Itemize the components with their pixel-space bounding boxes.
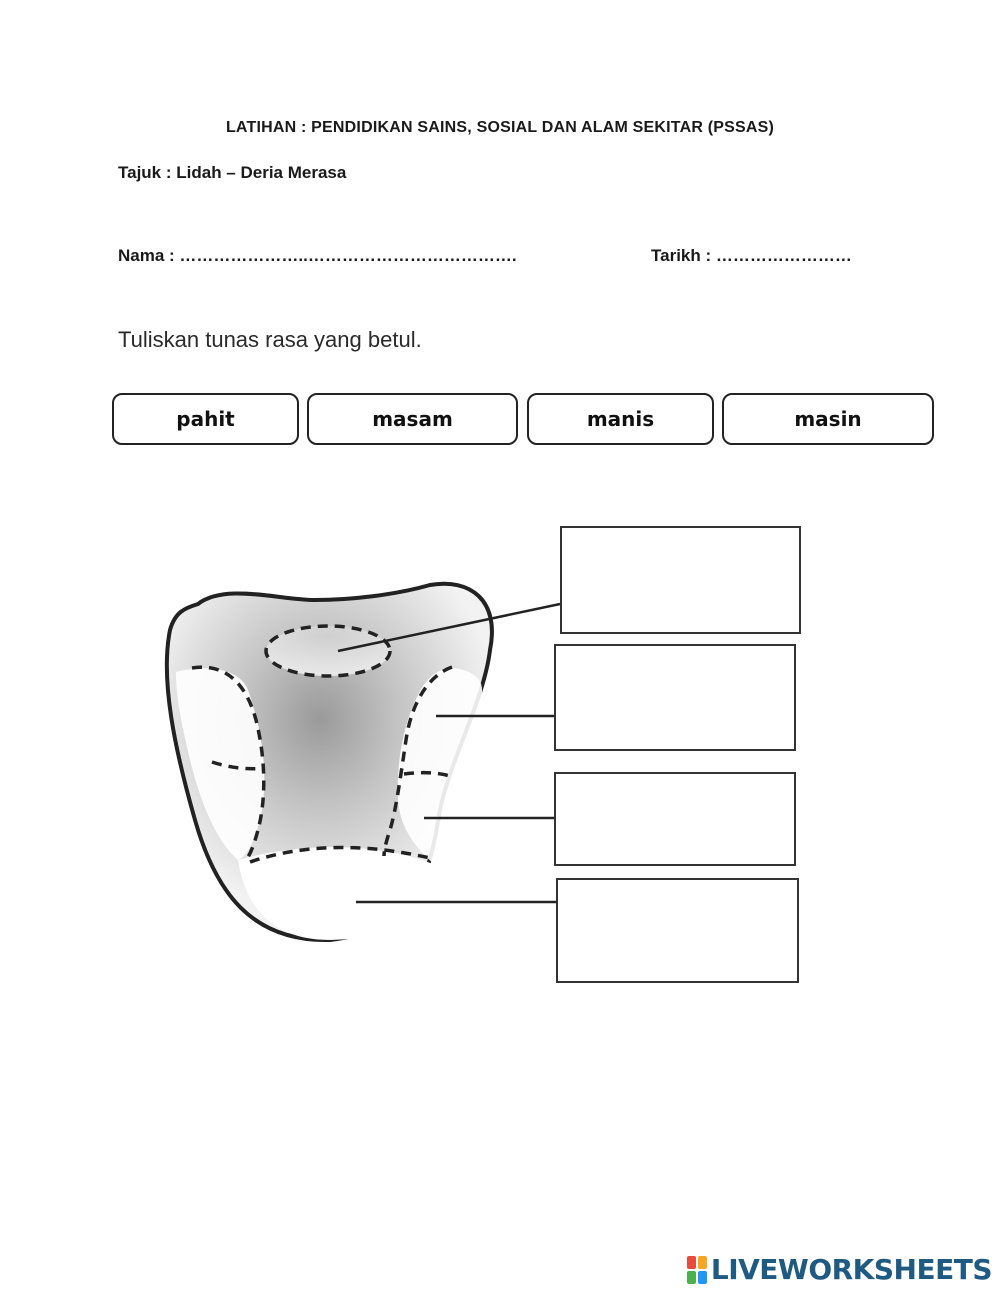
- word-bank-pahit[interactable]: pahit: [112, 393, 299, 445]
- word-bank-masin[interactable]: masin: [722, 393, 934, 445]
- liveworksheets-logo-text: LIVEWORKSHEETS: [710, 1253, 992, 1286]
- date-field-label: Tarikh : ……………………: [651, 246, 852, 265]
- instruction-text: Tuliskan tunas rasa yang betul.: [118, 327, 422, 352]
- back-region-dashed: [266, 626, 390, 676]
- liveworksheets-logo: [687, 1253, 992, 1286]
- topic-label: Tajuk : Lidah – Deria Merasa: [118, 163, 347, 182]
- liveworksheets-logo-icon: [687, 1256, 707, 1284]
- word-bank-manis[interactable]: manis: [527, 393, 714, 445]
- worksheet-title: LATIHAN : PENDIDIKAN SAINS, SOSIAL DAN ALAM SEKITAR (PSSAS): [225, 119, 775, 136]
- answer-box-2[interactable]: [554, 644, 796, 751]
- answer-box-3[interactable]: [554, 772, 796, 866]
- answer-box-4[interactable]: [556, 878, 799, 983]
- answer-box-1[interactable]: [560, 526, 801, 634]
- word-bank-masam[interactable]: masam: [307, 393, 518, 445]
- name-field-label: Nama : …………………..……………………………….: [118, 246, 517, 265]
